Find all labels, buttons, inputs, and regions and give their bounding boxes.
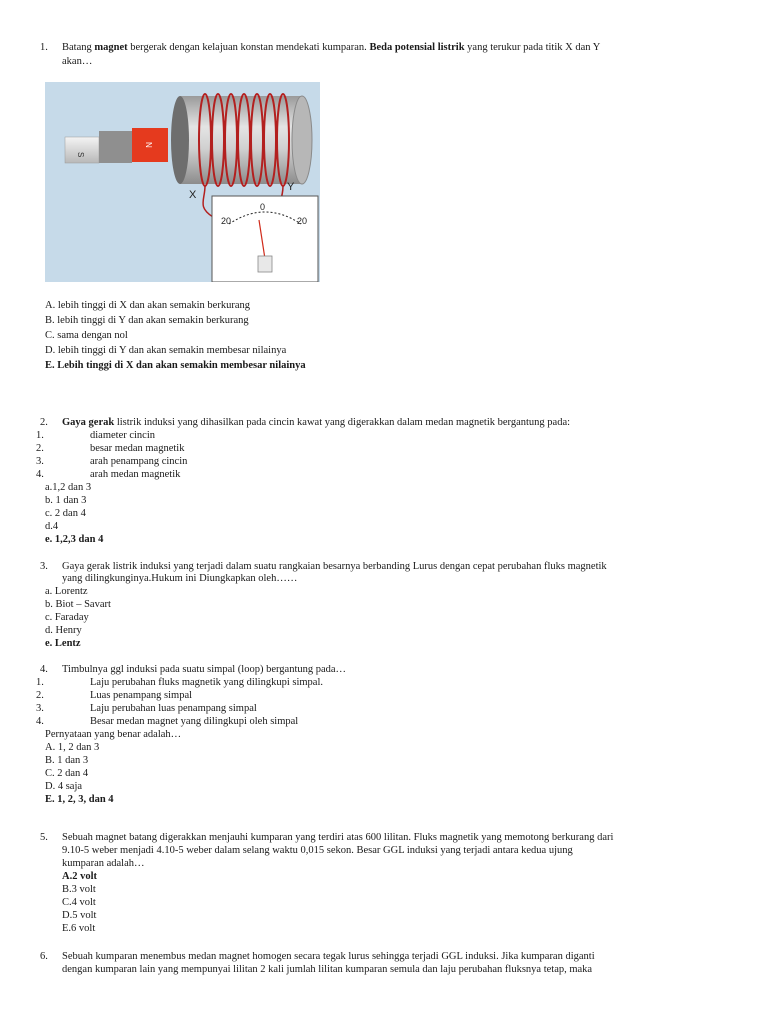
- q3-stem-line2: yang dilingkunginya.Hukum ini Diungkapkan oleh……: [62, 573, 298, 584]
- q5-answer: A.2 volt: [62, 871, 97, 882]
- q2-option-c: c. 2 dan 4: [45, 508, 86, 519]
- q1-option-d: D. lebih tinggi di Y dan akan semakin membesar nilainya: [45, 345, 287, 356]
- q4-list-num: 1.: [36, 677, 44, 688]
- q3-option-c: c. Faraday: [45, 612, 89, 623]
- q2-list-num: 4.: [36, 469, 44, 480]
- magnet-middle: [99, 131, 132, 163]
- q4-list-item: Luas penampang simpal: [90, 690, 193, 701]
- q6-stem-line1: Sebuah kumparan menembus medan magnet homogen secara tegak lurus sehingga terjadi GGL induksi. Jika kumparan diganti: [62, 951, 595, 962]
- q1-option-b: B. lebih tinggi di Y dan akan semakin berkurang: [45, 315, 249, 326]
- q1-option-a: A. lebih tinggi di X dan akan semakin berkurang: [45, 300, 250, 311]
- q3-stem-line1: Gaya gerak listrik induksi yang terjadi dalam suatu rangkaian besarnya berbanding Lurus dengan cepat perubahan fluks magnetik: [62, 561, 607, 572]
- q4-stem: Timbulnya ggl induksi pada suatu simpal (loop) bergantung pada…: [62, 664, 347, 675]
- q5-number: 5.: [40, 832, 48, 843]
- q4-option-b: B. 1 dan 3: [45, 755, 89, 766]
- q4-option-d: D. 4 saja: [45, 781, 83, 792]
- q2-answer: e. 1,2,3 dan 4: [45, 534, 104, 545]
- q4-list-item: Laju perubahan luas penampang simpal: [90, 703, 257, 714]
- q1-stem-line1: [62, 41, 600, 54]
- label-x: X: [189, 189, 197, 201]
- q1-stem-part: Batang: [62, 42, 95, 53]
- q2-list-item: arah penampang cincin: [90, 456, 188, 467]
- q2-stem-part: Gaya gerak: [62, 417, 115, 428]
- q4-list-num: 2.: [36, 690, 44, 701]
- q4-answer: E. 1, 2, 3, dan 4: [45, 794, 114, 805]
- label-y: Y: [287, 181, 295, 193]
- q3-answer: e. Lentz: [45, 638, 81, 649]
- magnet-s-pole: [65, 137, 99, 163]
- q5-stem-line2: 9.10-5 weber menjadi 4.10-5 weber dalam selang waktu 0,015 sekon. Besar GGL induksi yang terjadi antara kedua ujung: [62, 845, 573, 856]
- q4-list-num: 4.: [36, 716, 44, 727]
- q2-list-item: arah medan magnetik: [90, 469, 181, 480]
- q1-answer: E. Lebih tinggi di X dan akan semakin membesar nilainya: [45, 360, 306, 371]
- q3-number: 3.: [40, 561, 48, 572]
- q2-stem: [62, 416, 570, 429]
- q1-stem-part: yang terukur pada titik X dan Y: [464, 42, 601, 53]
- magnet-coil-figure: [45, 82, 320, 282]
- q2-option-b: b. 1 dan 3: [45, 495, 87, 506]
- q4-number: 4.: [40, 664, 48, 675]
- q3-option-b: b. Biot – Savart: [45, 599, 111, 610]
- q4-option-c: C. 2 dan 4: [45, 768, 89, 779]
- coil-end: [292, 96, 312, 184]
- q4-prompt: Pernyataan yang benar adalah…: [45, 729, 182, 740]
- q1-stem-part: bergerak dengan kelajuan konstan mendekati kumparan.: [127, 42, 370, 53]
- q2-list-num: 2.: [36, 443, 44, 454]
- q2-list-num: 3.: [36, 456, 44, 467]
- q1-stem-line2: akan…: [62, 56, 93, 67]
- q5-option-c: C.4 volt: [62, 897, 96, 908]
- q1-stem-part: magnet: [94, 42, 128, 53]
- scale-left: 20: [221, 216, 232, 226]
- q1-number: 1.: [40, 42, 48, 53]
- magnet-n-label: N: [144, 142, 153, 148]
- q2-list-item: diameter cincin: [90, 430, 156, 441]
- q2-stem-part: listrik induksi yang dihasilkan pada cincin kawat yang digerakkan dalam medan magnetik bergantung pada:: [114, 417, 571, 428]
- coil-opening: [171, 96, 189, 184]
- q5-stem-line1: Sebuah magnet batang digerakkan menjauhi kumparan yang terdiri atas 600 lilitan. Fluks magnetik yang memotong berkurang dari: [62, 832, 614, 843]
- scale-zero: 0: [260, 202, 266, 212]
- scale-right: 20: [297, 216, 308, 226]
- magnet-s-label: S: [76, 152, 85, 158]
- q4-list-item: Laju perubahan fluks magnetik yang dilingkupi simpal.: [90, 677, 323, 688]
- q6-stem-line2: dengan kumparan lain yang mempunyai lilitan 2 kali jumlah lilitan kumparan semula dan laju perubahan fluksnya tetap, maka: [62, 964, 593, 975]
- q2-option-d: d.4: [45, 521, 59, 532]
- q5-option-d: D.5 volt: [62, 910, 97, 921]
- q4-list-num: 3.: [36, 703, 44, 714]
- q2-list-num: 1.: [36, 430, 44, 441]
- q2-option-a: a.1,2 dan 3: [45, 482, 92, 493]
- q3-option-d: d. Henry: [45, 625, 82, 636]
- q5-stem-line3: kumparan adalah…: [62, 858, 145, 869]
- needle-pivot: [258, 256, 272, 272]
- q3-option-a: a. Lorentz: [45, 586, 88, 597]
- q1-stem-part: Beda potensial listrik: [369, 42, 465, 53]
- q4-option-a: A. 1, 2 dan 3: [45, 742, 100, 753]
- q6-number: 6.: [40, 951, 48, 962]
- q2-list-item: besar medan magnetik: [90, 443, 185, 454]
- q1-option-c: C. sama dengan nol: [45, 330, 128, 341]
- q5-option-b: B.3 volt: [62, 884, 96, 895]
- q5-option-e: E.6 volt: [62, 923, 96, 934]
- q4-list-item: Besar medan magnet yang dilingkupi oleh simpal: [90, 716, 299, 727]
- q2-number: 2.: [40, 417, 48, 428]
